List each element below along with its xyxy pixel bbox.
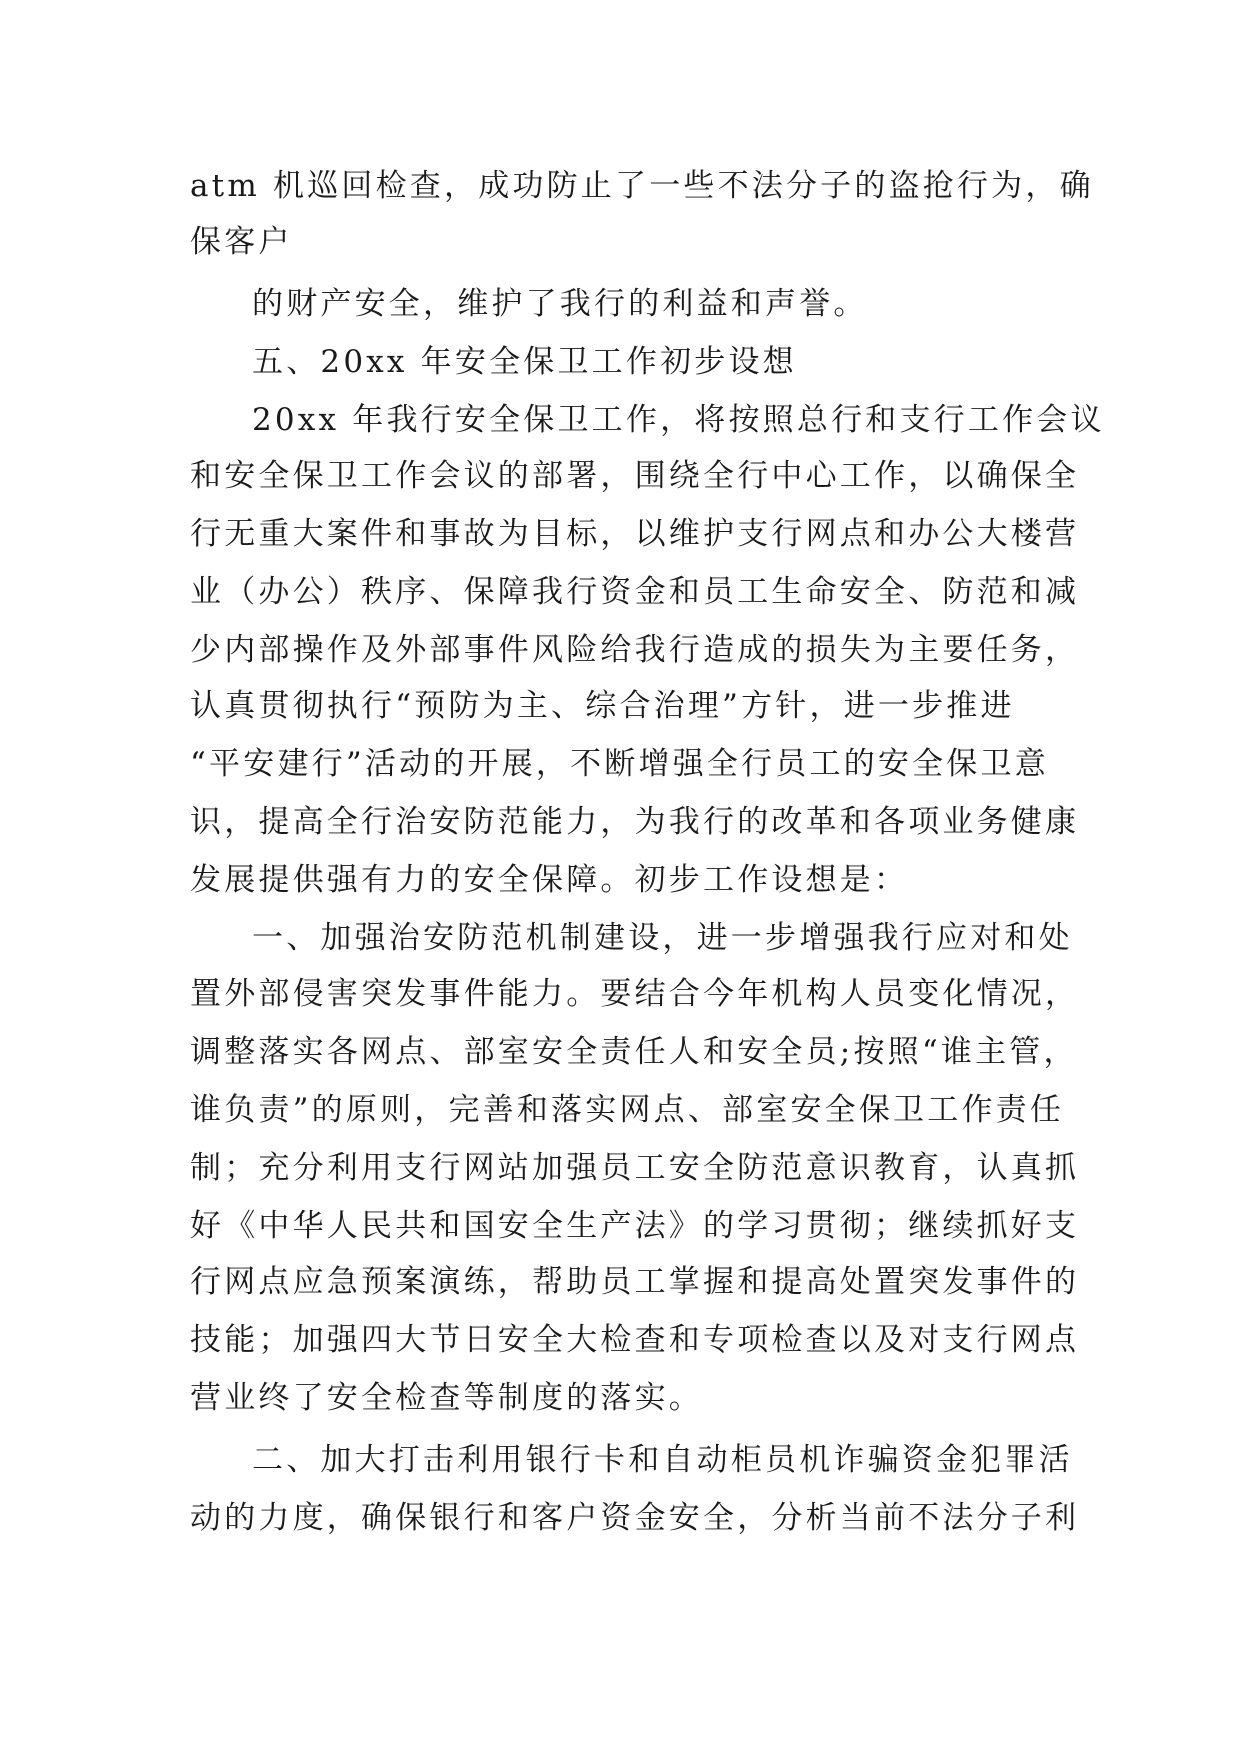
text-line: 一、加强治安防范机制建设，进一步增强我行应对和处 (252, 920, 1073, 956)
text-line: 发展提供强有力的安全保障。初步工作设想是： (190, 862, 909, 898)
text-line: 保客户 (190, 224, 293, 260)
text-line: 认真贯彻执行“预防为主、综合治理”方针，进一步推进 (190, 688, 1015, 724)
text-line: 谁负责”的原则，完善和落实网点、部室安全保卫工作责任 (190, 1092, 1065, 1128)
text-line: atm 机巡回检查，成功防止了一些不法分子的盗抢行为，确 (190, 168, 1094, 204)
text-line: 的财产安全，维护了我行的利益和声誉。 (252, 286, 868, 322)
text-line: 业（办公）秩序、保障我行资金和员工生命安全、防范和减 (190, 574, 1080, 610)
text-line: 识，提高全行治安防范能力，为我行的改革和各项业务健康 (190, 804, 1080, 840)
text-line: 好《中华人民共和国安全生产法》的学习贯彻；继续抓好支 (190, 1208, 1080, 1244)
text-line: 营业终了安全检查等制度的落实。 (190, 1380, 703, 1416)
text-line: 二、加大打击利用银行卡和自动柜员机诈骗资金犯罪活 (252, 1442, 1073, 1478)
text-line: 技能；加强四大节日安全大检查和专项检查以及对支行网点 (190, 1322, 1080, 1358)
text-line: 和安全保卫工作会议的部署，围绕全行中心工作，以确保全 (190, 458, 1080, 494)
text-line: 少内部操作及外部事件风险给我行造成的损失为主要任务， (190, 632, 1080, 668)
text-line: 行无重大案件和事故为目标，以维护支行网点和办公大楼营 (190, 516, 1080, 552)
text-line: “平安建行”活动的开展，不断增强全行员工的安全保卫意 (190, 746, 1049, 782)
text-line: 制；充分利用支行网站加强员工安全防范意识教育，认真抓 (190, 1150, 1080, 1186)
text-line: 行网点应急预案演练，帮助员工掌握和提高处置突发事件的 (190, 1264, 1080, 1300)
text-line: 调整落实各网点、部室安全责任人和安全员;按照“谁主管， (190, 1034, 1078, 1070)
text-line: 动的力度，确保银行和客户资金安全，分析当前不法分子利 (190, 1500, 1080, 1536)
section-heading: 五、20xx 年安全保卫工作初步设想 (252, 344, 797, 380)
text-line: 置外部侵害突发事件能力。要结合今年机构人员变化情况， (190, 976, 1080, 1012)
text-line: 20xx 年我行安全保卫工作，将按照总行和支行工作会议 (252, 402, 1105, 438)
